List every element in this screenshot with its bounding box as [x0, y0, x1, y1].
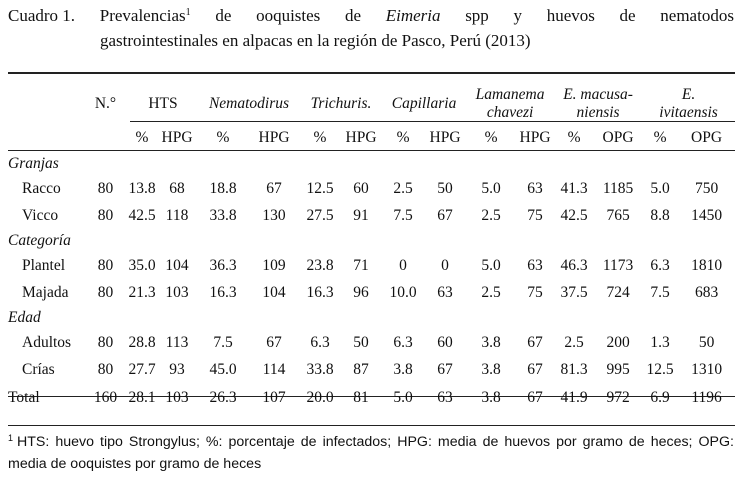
table-cell: 27.5	[306, 206, 334, 224]
table-cell: 21.3	[128, 283, 156, 301]
caption-word: ooquistes	[256, 6, 321, 25]
table-cell: 5.0	[481, 179, 501, 197]
table-cell: 80	[97, 283, 114, 301]
row-label: Majada	[22, 283, 69, 301]
table-cell: 6.3	[650, 256, 670, 274]
table-cell: 50	[437, 179, 453, 197]
unit-header: HPG	[161, 129, 193, 146]
table-cell: 93	[169, 360, 185, 378]
table-cell: 37.5	[560, 283, 588, 301]
caption-footnote-mark: 1	[185, 7, 191, 18]
table-cell: 3.8	[393, 360, 413, 378]
table-cell: 7.5	[393, 206, 413, 224]
table-cell: 5.0	[393, 388, 413, 406]
table-cell: 104	[165, 256, 189, 274]
table-cell: 7.5	[213, 333, 233, 351]
table-cell: 16.3	[306, 283, 334, 301]
table-cell: 46.3	[560, 256, 588, 274]
table-cell: 63	[527, 256, 543, 274]
unit-header: %	[313, 129, 327, 146]
footnote	[8, 432, 734, 475]
table-cell: 2.5	[481, 206, 501, 224]
table-cell: 104	[262, 283, 286, 301]
table-cell: 750	[694, 179, 719, 197]
caption-line-2: gastrointestinales en alpacas en la región de Pasco, Perú (2013)	[100, 31, 531, 50]
caption-label: Cuadro 1.	[8, 6, 76, 25]
table-cell: 33.8	[306, 360, 334, 378]
table-cell: 8.8	[650, 206, 670, 224]
table-cell: 972	[606, 388, 630, 406]
table-cell: 28.1	[128, 388, 156, 406]
table-cell: 6.3	[393, 333, 413, 351]
table-cell: 27.7	[128, 360, 156, 378]
table-cell: 60	[353, 179, 369, 197]
table-cell: 130	[262, 206, 286, 224]
table-cell: 60	[437, 333, 453, 351]
total-label: Total	[8, 388, 40, 406]
table-cell: 765	[606, 206, 630, 224]
table-cell: 6.9	[650, 388, 670, 406]
table-row	[8, 279, 735, 306]
table-cell: 63	[437, 283, 453, 301]
table-cell: 50	[698, 333, 715, 351]
header-e-ivitaensis: E. ivitaensis	[659, 86, 718, 121]
caption-word: Prevalencias$^1$	[99, 6, 191, 25]
table-row	[8, 202, 735, 229]
table-cell: 1173	[602, 256, 634, 274]
table-cell: 67	[437, 206, 453, 224]
header-lamanema: Lamanema chavezi	[475, 86, 545, 121]
table-cell: 35.0	[128, 256, 156, 274]
table-cell: 16.3	[209, 283, 237, 301]
table-cell: 75	[527, 206, 543, 224]
table-cell: 103	[165, 388, 189, 406]
row-label: Vicco	[22, 206, 59, 224]
caption-genus: Eimeria	[385, 6, 441, 25]
footnote-mark: 1	[8, 433, 14, 443]
table-cell: 2.5	[393, 179, 413, 197]
row-label: Adultos	[22, 333, 72, 351]
table-cell: 1450	[691, 206, 723, 224]
header-capillaria: Capillaria	[391, 95, 457, 112]
unit-header: HPG	[345, 129, 377, 146]
table-cell: 87	[353, 360, 369, 378]
table-cell: 63	[437, 388, 453, 406]
table-cell: 2.5	[564, 333, 584, 351]
table-cell: 33.8	[209, 206, 237, 224]
unit-header: %	[135, 129, 149, 146]
table-cell: 28.8	[128, 333, 156, 351]
table-cell: 67	[266, 333, 282, 351]
unit-header: %	[216, 129, 230, 146]
table-cell: 0	[399, 256, 407, 274]
top-rule	[8, 72, 735, 74]
table-cell: 12.5	[306, 179, 334, 197]
section-header-row	[8, 306, 735, 329]
unit-header: %	[396, 129, 410, 146]
table-cell: 45.0	[209, 360, 237, 378]
total-row	[8, 383, 735, 412]
table-cell: 26.3	[209, 388, 237, 406]
section-title: Granjas	[8, 154, 59, 172]
header-nematodirus: Nematodirus	[208, 95, 290, 112]
table-cell: 41.9	[560, 388, 588, 406]
table-cell: 80	[97, 360, 114, 378]
table-cell: 7.5	[650, 283, 670, 301]
table-cell: 20.0	[306, 388, 334, 406]
table-cell: 42.5	[560, 206, 588, 224]
table-cell: 724	[606, 283, 630, 301]
table-cell: 5.0	[650, 179, 670, 197]
footnote-text: HTS: huevo tipo Strongylus; %: porcentaje de infectados; HPG: media de huevos por gramo de heces; OPG: media de ooquistes por gramo de heces	[8, 434, 734, 472]
header-row-2	[8, 124, 735, 152]
caption-word: nematodos	[660, 6, 734, 25]
table-cell: 80	[97, 256, 114, 274]
table-cell: 200	[606, 333, 630, 351]
table-cell: 80	[97, 206, 114, 224]
unit-header: OPG	[602, 129, 634, 146]
header-n: N.°	[94, 95, 117, 112]
table-cell: 160	[93, 388, 118, 406]
caption-word: de	[619, 6, 636, 25]
data-table	[8, 84, 735, 412]
table-cell: 71	[353, 256, 369, 274]
section-header-row	[8, 229, 735, 252]
caption-word: de	[344, 6, 362, 25]
section-title: Edad	[8, 308, 41, 326]
table-cell: 1185	[602, 179, 634, 197]
table-cell: 5.0	[481, 256, 501, 274]
table-cell: 81.3	[560, 360, 588, 378]
row-label: Plantel	[22, 256, 66, 274]
header-hts: HTS	[148, 95, 178, 112]
header-empty	[8, 124, 83, 152]
table-cell: 41.3	[560, 179, 588, 197]
caption-line-1	[8, 5, 734, 30]
table-caption	[8, 5, 734, 52]
table-cell: 80	[97, 333, 114, 351]
table-cell: 103	[165, 283, 189, 301]
header-empty	[8, 84, 83, 124]
unit-header: OPG	[691, 129, 723, 146]
table-cell: 67	[527, 388, 543, 406]
table-cell: 91	[353, 206, 369, 224]
table-cell: 18.8	[209, 179, 237, 197]
table-cell: 2.5	[481, 283, 501, 301]
table-cell: 42.5	[128, 206, 156, 224]
table-cell: 50	[353, 333, 369, 351]
caption-word: huevos	[546, 6, 595, 25]
unit-header: HPG	[519, 129, 551, 146]
unit-header: HPG	[429, 129, 461, 146]
header-row-1	[8, 84, 735, 124]
table-row	[8, 252, 735, 279]
table-body	[8, 84, 735, 412]
table-cell: 23.8	[306, 256, 334, 274]
table-cell: 0	[441, 256, 449, 274]
caption-word: de	[215, 6, 232, 25]
unit-header: %	[653, 129, 667, 146]
table-cell: 75	[527, 283, 543, 301]
table-cell: 1196	[691, 388, 722, 406]
table-cell: 3.8	[481, 333, 501, 351]
table-cell: 107	[262, 388, 286, 406]
unit-header: %	[567, 129, 581, 146]
table-cell: 68	[169, 179, 185, 197]
table-cell: 109	[262, 256, 286, 274]
unit-header: %	[484, 129, 498, 146]
table-cell: 3.8	[481, 388, 501, 406]
caption-word: y	[513, 6, 522, 25]
table-cell: 67	[266, 179, 282, 197]
table-cell: 96	[353, 283, 369, 301]
bottom-rule	[8, 425, 735, 426]
table-cell: 1810	[691, 256, 723, 274]
table-cell: 10.0	[389, 283, 417, 301]
table-row	[8, 356, 735, 383]
table-cell: 13.8	[128, 179, 156, 197]
table-row	[8, 175, 735, 202]
header-trichuris: Trichuris.	[310, 95, 372, 112]
table-cell: 80	[97, 179, 114, 197]
header-e-macusaniensis: E. macusa- niensis	[563, 86, 633, 121]
table-cell: 118	[165, 206, 189, 224]
table-cell: 67	[437, 360, 453, 378]
table-cell: 1310	[691, 360, 723, 378]
table-cell: 81	[353, 388, 369, 406]
table-cell: 3.8	[481, 360, 501, 378]
table-cell: 114	[262, 360, 286, 378]
table-cell: 1.3	[650, 333, 670, 351]
section-header-row	[8, 152, 735, 175]
table-cell: 12.5	[646, 360, 674, 378]
table-cell: 36.3	[209, 256, 237, 274]
table-cell: 63	[527, 179, 543, 197]
row-label: Racco	[22, 179, 61, 197]
table-cell: 995	[606, 360, 630, 378]
header-empty	[83, 124, 128, 152]
table-row	[8, 329, 735, 356]
table-cell: 683	[694, 283, 719, 301]
caption-word: spp	[465, 6, 489, 25]
table-cell: 113	[165, 333, 189, 351]
row-label: Crías	[22, 360, 55, 378]
table-cell: 6.3	[310, 333, 330, 351]
section-title: Categoría	[8, 231, 71, 249]
unit-header: HPG	[258, 129, 290, 146]
table-cell: 67	[527, 360, 543, 378]
table-cell: 67	[527, 333, 543, 351]
